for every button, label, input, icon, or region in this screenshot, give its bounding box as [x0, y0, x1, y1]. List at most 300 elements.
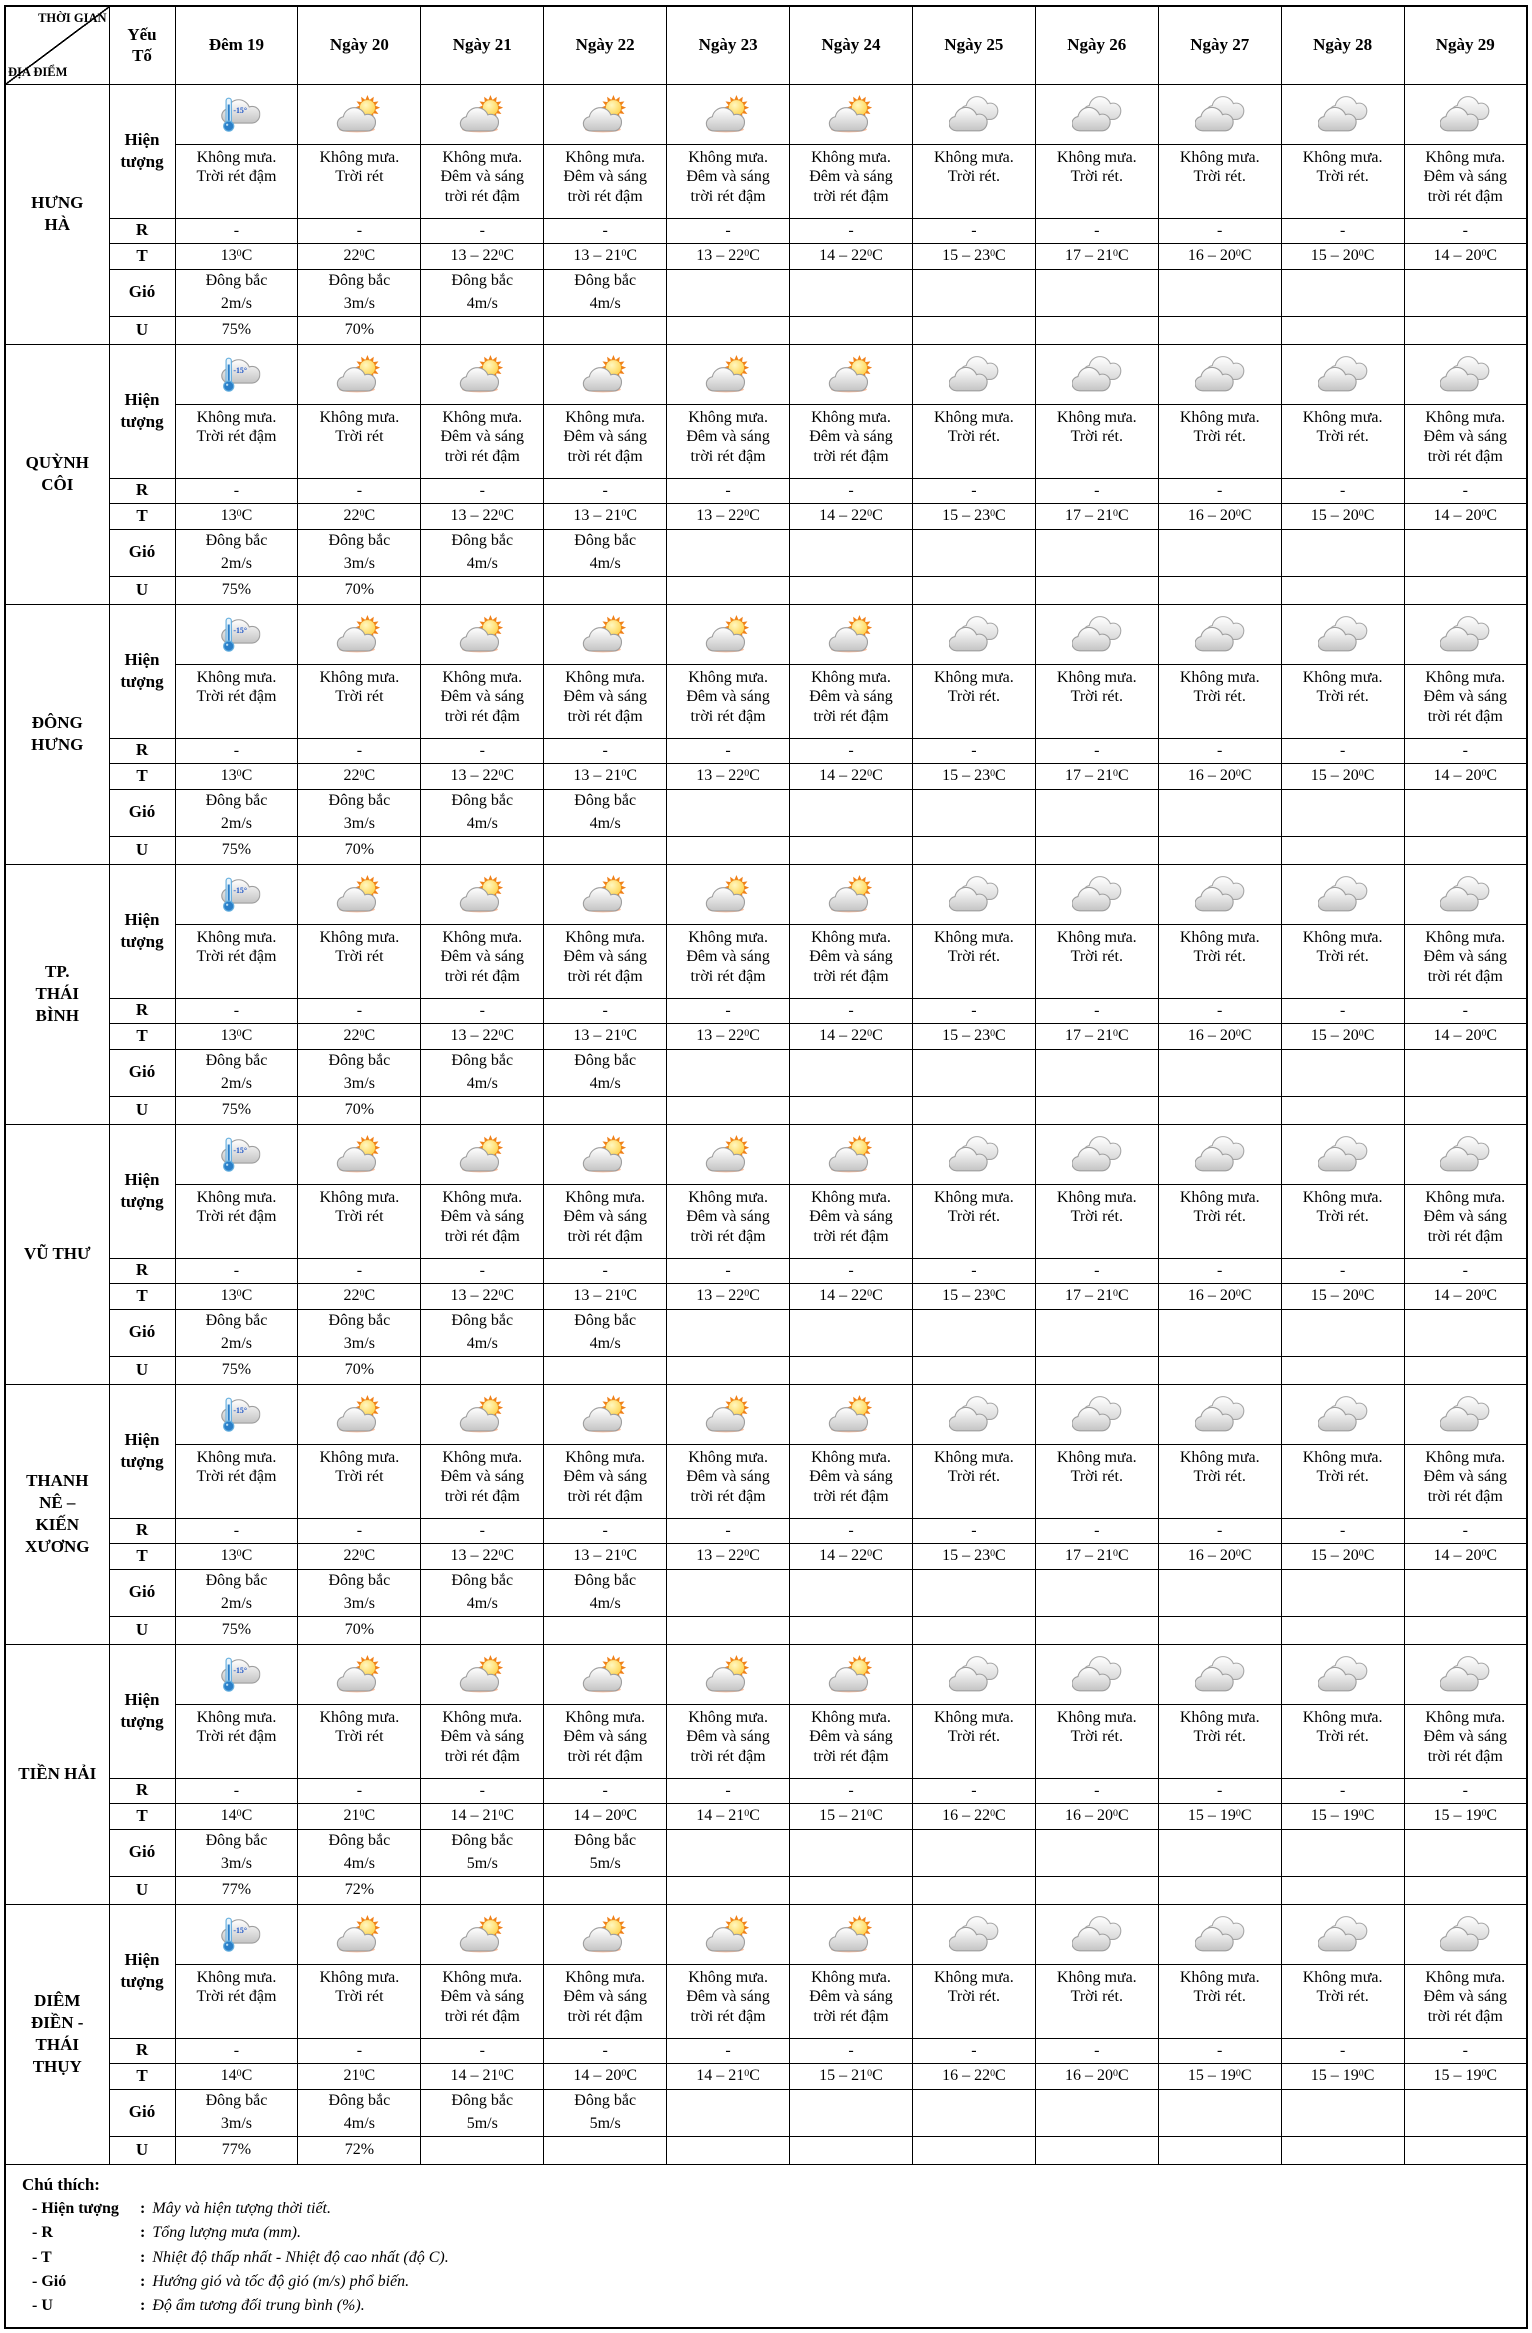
sun-cloud-icon — [580, 1915, 630, 1953]
wind-text — [298, 1333, 420, 1355]
wind-text-line: Đông bắc — [574, 272, 637, 290]
degree-superscript: 0 — [990, 1807, 996, 1819]
phenomenon-text-line: Trời rét. — [1316, 1988, 1369, 2006]
wind-text-line: Đông bắc — [328, 792, 391, 810]
phenomenon-text — [544, 1968, 666, 1988]
phenomenon-text — [790, 947, 912, 967]
wind-cell — [790, 1829, 913, 1876]
phenomenon-label — [110, 1191, 175, 1213]
humidity-row-label: U — [109, 1876, 175, 1904]
phenomenon-text-cell — [1035, 924, 1158, 998]
rain-cell: - — [298, 2038, 421, 2063]
phenomenon-text-cell — [790, 1964, 913, 2038]
sun-cloud-icon — [826, 95, 876, 133]
rain-cell: - — [667, 218, 790, 243]
phenomenon-text — [1405, 1188, 1526, 1208]
phenomenon-text — [298, 1968, 420, 1988]
phenomenon-label — [110, 1971, 175, 1993]
phenomenon-text-line: trời rét đậm — [444, 1227, 520, 1245]
phenomenon-text-line: Không mưa. — [1302, 1448, 1383, 1466]
temperature-cell: $21^0C$ — [298, 2063, 421, 2089]
phenomenon-icon-cell — [790, 1904, 913, 1964]
wind-text-line: Đông bắc — [574, 1312, 637, 1330]
rain-row-label: R — [109, 738, 175, 763]
phenomenon-icon-cell — [790, 604, 913, 664]
wind-text — [544, 1830, 666, 1852]
sun-cloud-icon — [457, 355, 507, 393]
phenomenon-text-line: Không mưa. — [934, 668, 1014, 686]
degree-superscript: 0 — [236, 1547, 242, 1559]
phenomenon-text-line: trời rét đậm — [567, 1227, 643, 1245]
phenomenon-text — [176, 1448, 298, 1468]
date-label: Ngày 23 — [698, 35, 758, 55]
temperature-cell: $15 - 23^0C$ — [912, 1543, 1035, 1569]
wind-text-line: Đông bắc — [574, 2092, 637, 2110]
phenomenon-text — [544, 947, 666, 967]
phenomenon-text-cell — [790, 144, 913, 218]
rain-cell: - — [1281, 1258, 1404, 1283]
phenomenon-text-row — [5, 664, 1527, 738]
wind-text-line: Đông bắc — [451, 2092, 514, 2110]
wind-cell — [1281, 529, 1404, 576]
phenomenon-text — [790, 1987, 912, 2007]
wind-cell — [175, 789, 298, 836]
wind-text — [421, 293, 543, 315]
wind-text-line: 5m/s — [466, 1854, 498, 1872]
phenomenon-text — [667, 1987, 789, 2007]
wind-cell — [175, 269, 298, 316]
phenomenon-icon-cell — [1281, 864, 1404, 924]
rain-cell: - — [175, 478, 298, 503]
humidity-cell — [421, 1356, 544, 1384]
phenomenon-text-cell — [790, 924, 913, 998]
wind-text-line: 4m/s — [589, 1594, 621, 1612]
degree-superscript: 0 — [236, 767, 242, 779]
phenomenon-text — [790, 1708, 912, 1728]
corner-cell — [5, 6, 109, 84]
temperature-cell: $21^0C$ — [298, 1803, 421, 1829]
phenomenon-text — [544, 1448, 666, 1468]
phenomenon-text-cell — [421, 144, 544, 218]
wind-text-line: 4m/s — [589, 1074, 621, 1092]
degree-superscript: 0 — [1112, 1287, 1118, 1299]
wind-text-line: Đông bắc — [205, 792, 268, 810]
wind-cell — [912, 2089, 1035, 2136]
wind-cell — [667, 269, 790, 316]
wind-text — [421, 1310, 543, 1332]
phenomenon-text-cell — [1035, 1964, 1158, 2038]
phenomenon-text-line: Không mưa. — [811, 1968, 891, 1986]
phenomenon-text — [913, 408, 1035, 428]
phenomenon-text — [1405, 1747, 1526, 1767]
degree-superscript: 0 — [1481, 767, 1487, 779]
phenomenon-icon-cell — [1404, 604, 1527, 664]
phenomenon-icon-cell — [544, 604, 667, 664]
legend-item — [32, 2294, 1516, 2318]
degree-superscript: 0 — [359, 1287, 365, 1299]
degree-superscript: 0 — [1235, 767, 1241, 779]
phenomenon-text — [667, 408, 789, 428]
wind-text — [544, 1853, 666, 1875]
degree-superscript: 0 — [359, 247, 365, 259]
phenomenon-text-cell — [544, 664, 667, 738]
date-header — [544, 6, 667, 84]
wind-cell — [544, 529, 667, 576]
location-name — [6, 1514, 109, 1536]
wind-cell — [1035, 789, 1158, 836]
phenomenon-icon-cell — [1035, 864, 1158, 924]
phenomenon-icon-cell — [544, 344, 667, 404]
degree-superscript: 0 — [498, 1547, 504, 1559]
phenomenon-label-line: Hiện — [124, 909, 160, 929]
phenomenon-text-cell — [421, 1184, 544, 1258]
humidity-cell — [912, 836, 1035, 864]
wind-text — [421, 813, 543, 835]
phenomenon-text-cell — [298, 924, 421, 998]
phenomenon-icon-cell — [1281, 344, 1404, 404]
rain-cell: - — [667, 738, 790, 763]
degree-superscript: 0 — [621, 1547, 627, 1559]
temperature-cell: $14 - 22^0C$ — [790, 243, 913, 269]
phenomenon-text-line: trời rét đậm — [567, 2007, 643, 2025]
phenomenon-icon-cell — [1281, 1904, 1404, 1964]
wind-cell — [1281, 2089, 1404, 2136]
degree-superscript: 0 — [744, 507, 750, 519]
degree-superscript: 0 — [1358, 1547, 1364, 1559]
temperature-cell: $13^0C$ — [175, 1283, 298, 1309]
phenomenon-text-line: Đêm và sáng — [563, 428, 647, 446]
humidity-cell — [421, 576, 544, 604]
rain-cell: - — [1404, 1518, 1527, 1543]
phenomenon-text — [913, 167, 1035, 187]
rain-cell: - — [421, 2038, 544, 2063]
phenomenon-text-line: Trời rét — [335, 168, 384, 186]
temperature-row — [5, 1023, 1527, 1049]
wind-cell — [544, 1049, 667, 1096]
phenomenon-icon-cell — [912, 1644, 1035, 1704]
location-name-line: THANH — [26, 1470, 89, 1490]
phenomenon-row-label — [109, 1904, 175, 2038]
temperature-cell: $16 - 20^0C$ — [1158, 243, 1281, 269]
phenomenon-text-line: trời rét đậm — [567, 187, 643, 205]
phenomenon-text-line: Đêm và sáng — [440, 168, 525, 186]
temperature-row-label: T — [109, 1543, 175, 1569]
rain-cell: - — [544, 998, 667, 1023]
phenomenon-text-cell — [298, 1704, 421, 1778]
humidity-row — [5, 1876, 1527, 1904]
degree-superscript: 0 — [1481, 1807, 1487, 1819]
phenomenon-icon-cell — [298, 604, 421, 664]
date-label: Đêm 19 — [208, 35, 265, 55]
humidity-cell — [1281, 1616, 1404, 1644]
phenomenon-text-cell — [1158, 924, 1281, 998]
degree-superscript: 0 — [1481, 1027, 1487, 1039]
phenomenon-text — [790, 687, 912, 707]
phenomenon-text-line: Trời rét. — [1070, 948, 1123, 966]
humidity-cell — [1404, 1616, 1527, 1644]
phenomenon-text-line: trời rét đậm — [567, 707, 643, 725]
phenomenon-text — [1036, 947, 1158, 967]
date-header — [1404, 6, 1527, 84]
phenomenon-icon-cell — [1404, 864, 1527, 924]
legend-item-description: Tổng lượng mưa (mm). — [152, 2224, 301, 2242]
clouds-icon — [1195, 95, 1245, 133]
wind-cell — [421, 2089, 544, 2136]
humidity-cell — [1281, 2136, 1404, 2164]
phenomenon-text-cell — [1158, 404, 1281, 478]
location-name-line: VŨ THƯ — [23, 1243, 91, 1263]
temperature-row — [5, 763, 1527, 789]
phenomenon-text — [1159, 947, 1281, 967]
sun-cloud-icon — [826, 1655, 876, 1693]
wind-row — [5, 269, 1527, 316]
phenomenon-icon-cell — [1404, 344, 1527, 404]
phenomenon-text — [1405, 148, 1526, 168]
phenomenon-icon-cell — [1035, 1124, 1158, 1184]
location-name — [6, 1492, 109, 1514]
phenomenon-text — [790, 1727, 912, 1747]
wind-text-line: 4m/s — [466, 814, 498, 832]
wind-text-line: 3m/s — [343, 554, 375, 572]
phenomenon-text-line: Trời rét. — [947, 428, 1001, 446]
phenomenon-text-line: Không mưa. — [934, 1968, 1014, 1986]
temperature-cell: $16 - 22^0C$ — [912, 1803, 1035, 1829]
wind-cell — [1404, 1829, 1527, 1876]
location-name — [6, 1470, 109, 1492]
temperature-row — [5, 2063, 1527, 2089]
phenomenon-icon-cell — [544, 1644, 667, 1704]
phenomenon-text-line: trời rét đậm — [690, 1747, 766, 1765]
temperature-cell: $13 - 21^0C$ — [544, 763, 667, 789]
humidity-cell — [1281, 576, 1404, 604]
temperature-cell: $15 - 23^0C$ — [912, 1283, 1035, 1309]
phenomenon-text-cell — [1035, 1444, 1158, 1518]
wind-cell — [544, 269, 667, 316]
wind-text — [176, 1310, 298, 1332]
phenomenon-text-line: Không mưa. — [196, 1968, 277, 1986]
phenomenon-icon-row — [5, 344, 1527, 404]
phenomenon-text-cell — [421, 1704, 544, 1778]
temperature-row — [5, 243, 1527, 269]
humidity-cell — [1035, 2136, 1158, 2164]
phenomenon-text — [913, 1448, 1035, 1468]
wind-text — [421, 530, 543, 552]
wind-cell — [175, 1569, 298, 1616]
rain-cell: - — [544, 478, 667, 503]
phenomenon-text — [667, 1708, 789, 1728]
wind-text-line: Đông bắc — [205, 1052, 268, 1070]
wind-text-line: Đông bắc — [451, 272, 514, 290]
legend-row — [5, 2164, 1527, 2328]
wind-text — [176, 1333, 298, 1355]
wind-cell — [1158, 1049, 1281, 1096]
phenomenon-text-line: trời rét đậm — [690, 707, 766, 725]
phenomenon-text — [667, 2007, 789, 2027]
phenomenon-text-line: Không mưa. — [319, 1188, 400, 1206]
phenomenon-text-line: trời rét đậm — [690, 2007, 766, 2025]
phenomenon-icon-cell — [1404, 1384, 1527, 1444]
location-name-line: DIÊM — [34, 1990, 81, 2010]
clouds-icon — [1440, 615, 1490, 653]
wind-text — [421, 1333, 543, 1355]
sun-cloud-icon — [826, 1915, 876, 1953]
degree-superscript: 0 — [621, 1287, 627, 1299]
wind-text — [298, 813, 420, 835]
phenomenon-text — [544, 2007, 666, 2027]
phenomenon-text — [1405, 947, 1526, 967]
humidity-row — [5, 576, 1527, 604]
temperature-cell: $15 - 23^0C$ — [912, 243, 1035, 269]
humidity-cell — [1158, 1356, 1281, 1384]
location-name — [6, 983, 109, 1005]
phenomenon-text-cell — [1281, 1964, 1404, 2038]
wind-row — [5, 1829, 1527, 1876]
humidity-row-label: U — [109, 576, 175, 604]
wind-text — [544, 1333, 666, 1355]
phenomenon-icon-cell — [298, 864, 421, 924]
temperature-cell: $14 - 20^0C$ — [544, 1803, 667, 1829]
humidity-cell — [1281, 1096, 1404, 1124]
phenomenon-text-line: Không mưa. — [688, 1188, 768, 1206]
phenomenon-text-row — [5, 404, 1527, 478]
phenomenon-text — [790, 1487, 912, 1507]
rain-cell: - — [1035, 998, 1158, 1023]
phenomenon-text — [1036, 1727, 1158, 1747]
rain-cell: - — [1035, 1258, 1158, 1283]
phenomenon-text — [1405, 187, 1526, 207]
wind-text-line: 4m/s — [466, 1074, 498, 1092]
wind-text-line: Đông bắc — [205, 1312, 268, 1330]
phenomenon-text — [1036, 1467, 1158, 1487]
phenomenon-icon-cell — [790, 84, 913, 144]
clouds-icon — [1195, 1135, 1245, 1173]
phenomenon-text-cell — [544, 1444, 667, 1518]
degree-superscript: 0 — [744, 2067, 750, 2079]
humidity-cell: 72% — [298, 1876, 421, 1904]
sun-cloud-icon — [334, 355, 384, 393]
temperature-cell: $13 - 21^0C$ — [544, 1283, 667, 1309]
phenomenon-text — [667, 707, 789, 727]
temperature-cell: $15 - 19^0C$ — [1281, 2063, 1404, 2089]
wind-text — [421, 1050, 543, 1072]
humidity-cell — [790, 576, 913, 604]
humidity-cell: 75% — [175, 1356, 298, 1384]
wind-row-label: Gió — [109, 1569, 175, 1616]
phenomenon-text-line: trời rét đậm — [567, 447, 643, 465]
phenomenon-label — [110, 1451, 175, 1473]
wind-cell — [1281, 269, 1404, 316]
wind-text — [421, 1570, 543, 1592]
phenomenon-text-line: trời rét đậm — [1427, 2007, 1503, 2025]
humidity-cell — [912, 576, 1035, 604]
date-header — [421, 6, 544, 84]
phenomenon-text — [421, 187, 543, 207]
temperature-cell: $15 - 23^0C$ — [912, 1023, 1035, 1049]
phenomenon-text — [1282, 1708, 1404, 1728]
location-name — [6, 734, 109, 756]
phenomenon-text-line: Trời rét. — [1070, 168, 1123, 186]
degree-superscript: 0 — [359, 767, 365, 779]
phenomenon-text-cell — [175, 1704, 298, 1778]
humidity-cell — [667, 576, 790, 604]
phenomenon-text-line: Không mưa. — [1056, 668, 1137, 686]
degree-superscript: 0 — [621, 247, 627, 259]
rain-row — [5, 1258, 1527, 1283]
temperature-cell: $16 - 20^0C$ — [1158, 1543, 1281, 1569]
legend-item-colon: : — [140, 2200, 146, 2218]
rain-cell: - — [912, 1518, 1035, 1543]
temperature-cell: $17 - 21^0C$ — [1035, 1283, 1158, 1309]
clouds-icon — [1072, 1655, 1122, 1693]
wind-cell — [298, 2089, 421, 2136]
phenomenon-text — [544, 187, 666, 207]
rain-row-label: R — [109, 1518, 175, 1543]
temperature-cell: $16 - 20^0C$ — [1158, 503, 1281, 529]
phenomenon-text — [667, 1227, 789, 1247]
humidity-cell: 70% — [298, 1096, 421, 1124]
phenomenon-text-line: Trời rét. — [1316, 168, 1369, 186]
temperature-cell: $17 - 21^0C$ — [1035, 243, 1158, 269]
wind-cell — [421, 269, 544, 316]
phenomenon-icon-cell — [1281, 1124, 1404, 1184]
legend-item — [32, 2197, 1516, 2221]
phenomenon-text-line: Không mưa. — [811, 1708, 891, 1726]
phenomenon-icon-cell — [667, 344, 790, 404]
phenomenon-text — [1282, 947, 1404, 967]
degree-superscript: 0 — [867, 767, 873, 779]
humidity-cell — [544, 576, 667, 604]
temperature-cell: $22^0C$ — [298, 1023, 421, 1049]
date-header — [912, 6, 1035, 84]
phenomenon-text-cell — [667, 664, 790, 738]
rain-row — [5, 2038, 1527, 2063]
phenomenon-text — [667, 668, 789, 688]
humidity-cell: 70% — [298, 836, 421, 864]
humidity-cell — [790, 1356, 913, 1384]
phenomenon-text — [544, 967, 666, 987]
location-name — [6, 474, 109, 496]
clouds-icon — [1195, 1915, 1245, 1953]
degree-superscript: 0 — [236, 2067, 242, 2079]
phenomenon-text-cell — [175, 1184, 298, 1258]
phenomenon-text-line: Trời rét. — [1193, 428, 1246, 446]
phenomenon-text — [790, 1227, 912, 1247]
rain-cell: - — [912, 478, 1035, 503]
temperature-cell: $14 - 22^0C$ — [790, 1023, 913, 1049]
phenomenon-text — [1159, 1188, 1281, 1208]
clouds-icon — [949, 1135, 999, 1173]
clouds-icon — [1195, 615, 1245, 653]
clouds-icon — [1440, 875, 1490, 913]
phenomenon-text-line: trời rét đậm — [1427, 447, 1503, 465]
humidity-row-label: U — [109, 836, 175, 864]
humidity-cell: 72% — [298, 2136, 421, 2164]
rain-cell: - — [421, 218, 544, 243]
phenomenon-text-line: Không mưa. — [1425, 1448, 1506, 1466]
temperature-cell: $14 - 20^0C$ — [1404, 1023, 1527, 1049]
temperature-cell: $14 - 20^0C$ — [1404, 1543, 1527, 1569]
phenomenon-text-cell — [1158, 1964, 1281, 2038]
degree-superscript: 0 — [1112, 507, 1118, 519]
degree-superscript: 0 — [1481, 247, 1487, 259]
phenomenon-text — [1405, 167, 1526, 187]
phenomenon-text-line: Trời rét. — [947, 688, 1001, 706]
wind-cell — [175, 1309, 298, 1356]
wind-cell — [1158, 789, 1281, 836]
phenomenon-text-line: Không mưa. — [1302, 928, 1383, 946]
phenomenon-text-line: Đêm và sáng — [440, 1728, 525, 1746]
humidity-row-label: U — [109, 1356, 175, 1384]
